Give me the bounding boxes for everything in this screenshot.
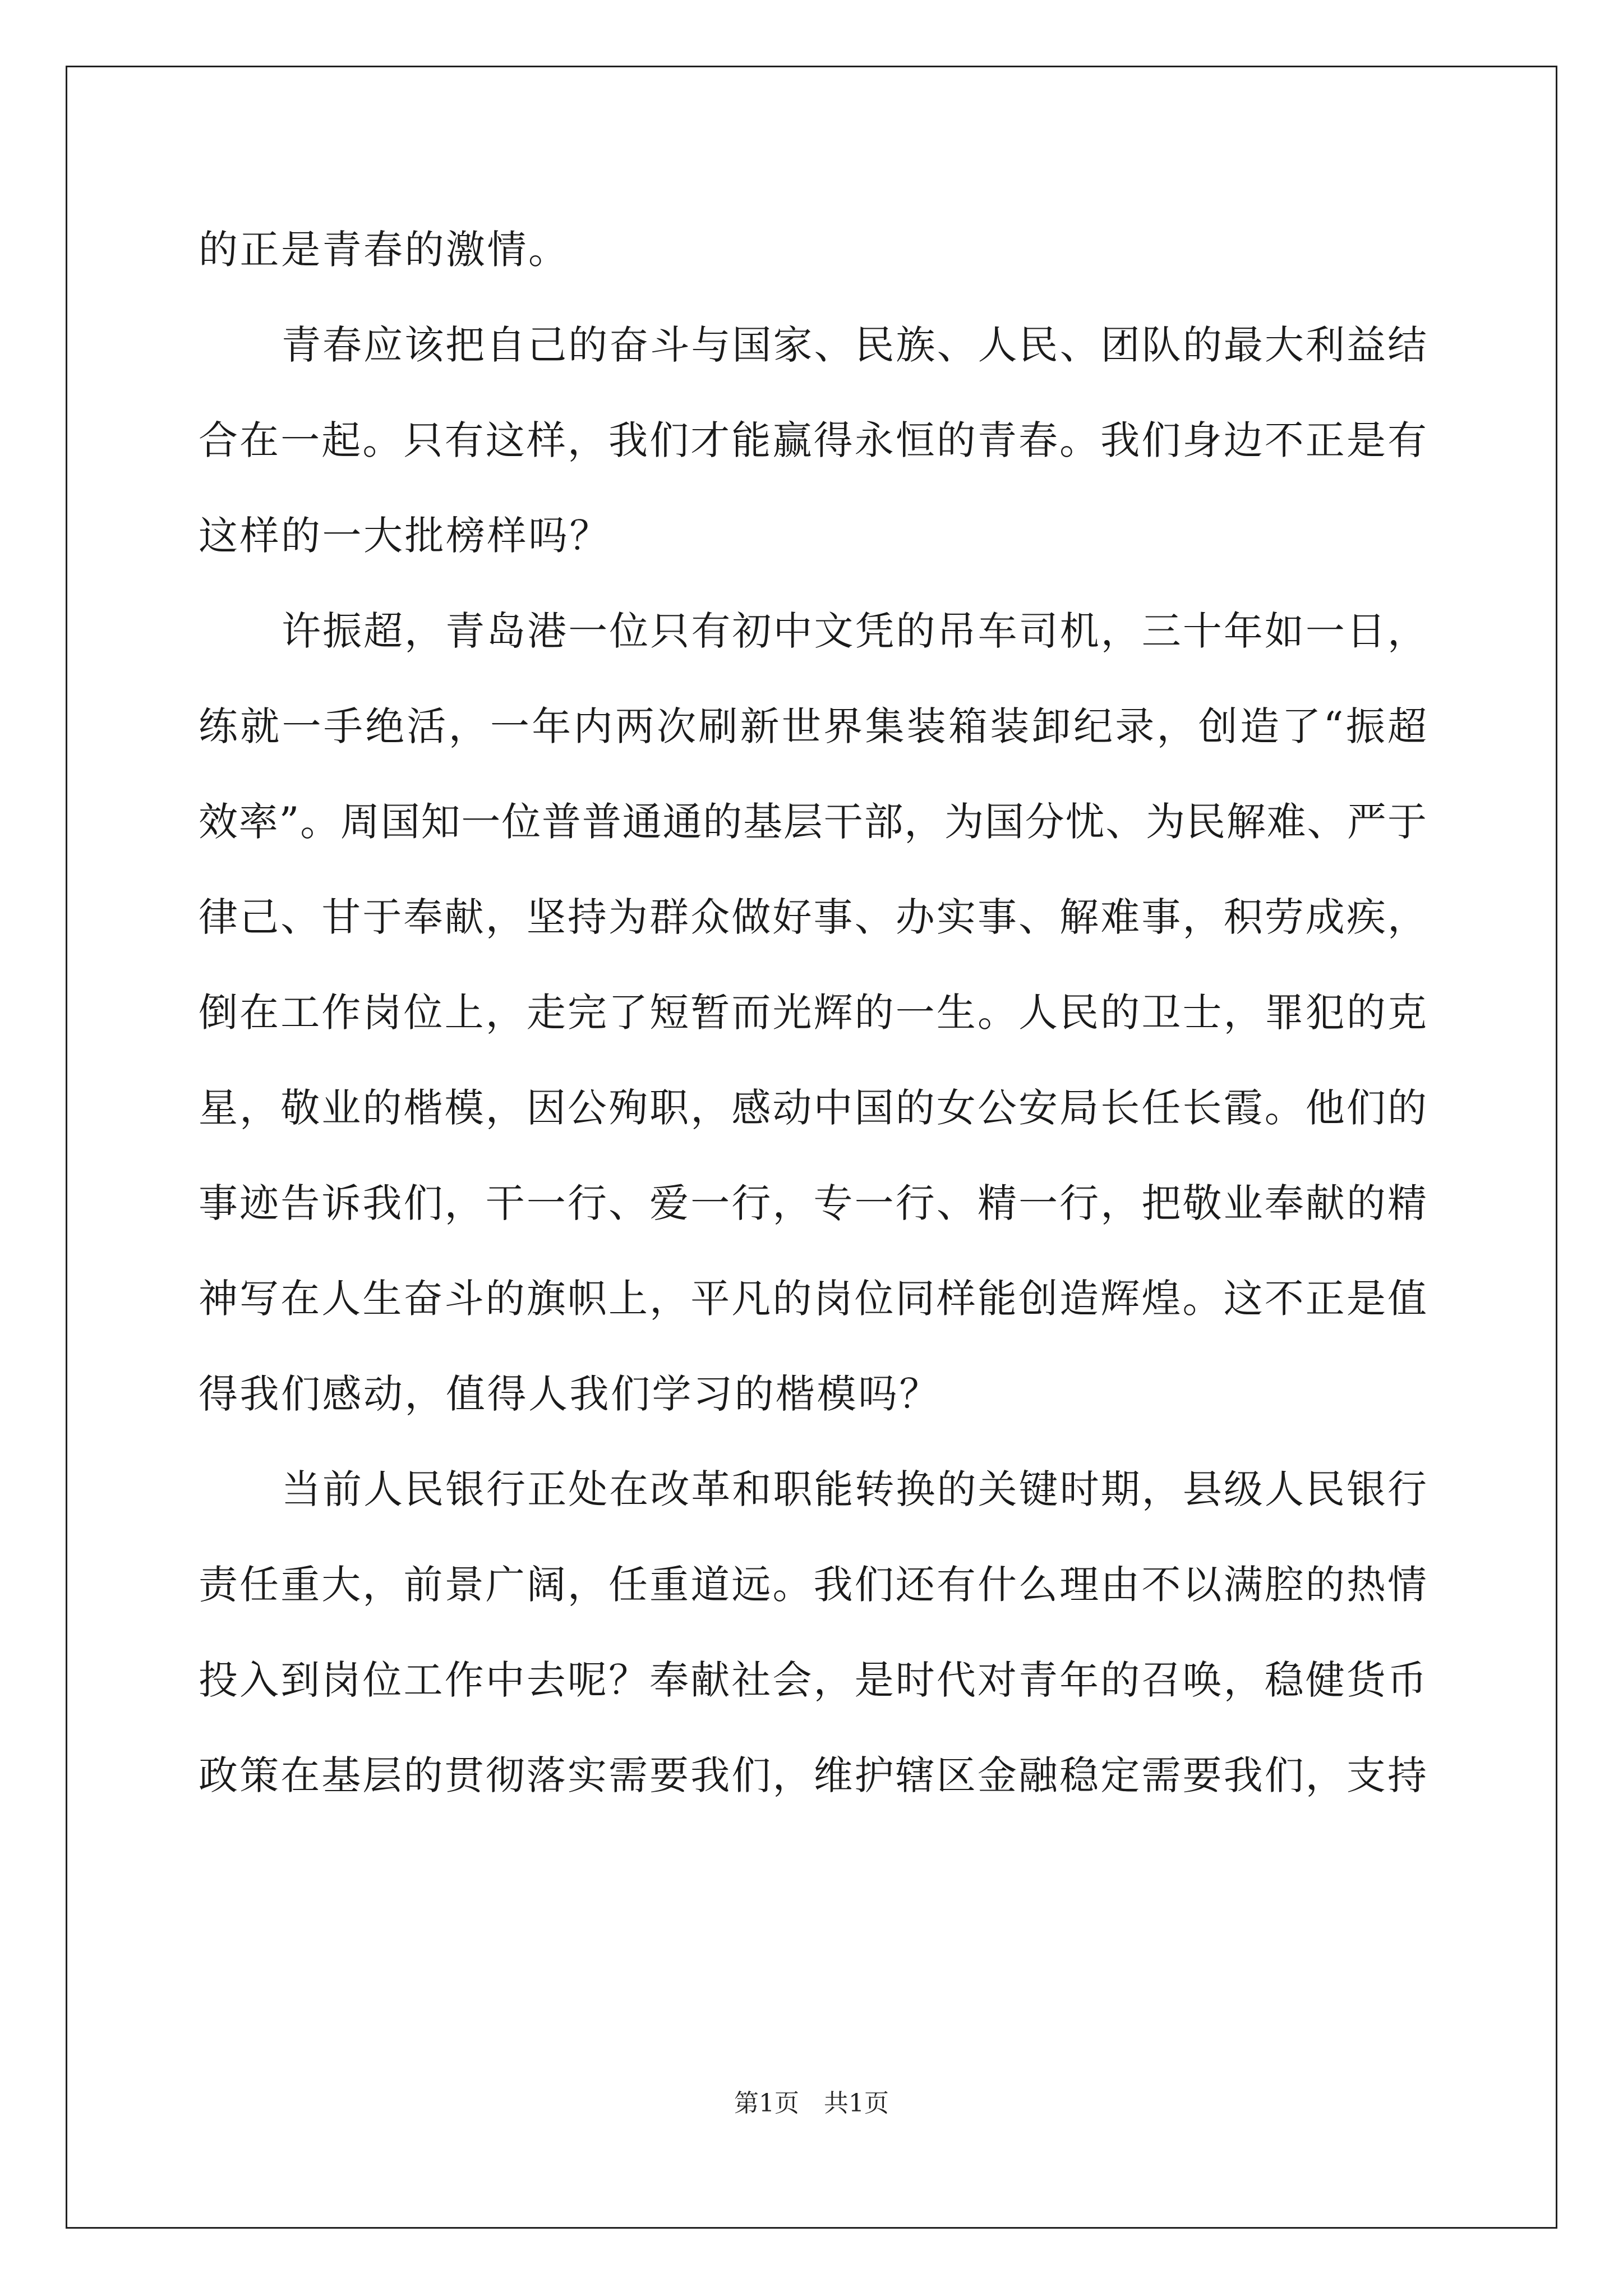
text-line: 效率”。周国知一位普普通通的基层干部，为国分忧、为民解难、严于 (199, 799, 1427, 845)
text-line: 许振超，青岛港一位只有初中文凭的吊车司机，三十年如一日， (282, 608, 1427, 654)
text-line: 星，敬业的楷模，因公殉职，感动中国的女公安局长任长霞。他们的 (199, 1085, 1427, 1131)
text-line: 倒在工作岗位上，走完了短暂而光辉的一生。人民的卫士，罪犯的克 (199, 990, 1427, 1036)
text-line: 当前人民银行正处在改革和职能转换的关键时期，县级人民银行 (282, 1466, 1427, 1512)
text-line: 政策在基层的贯彻落实需要我们，维护辖区金融稳定需要我们，支持 (199, 1752, 1427, 1798)
text-line: 律己、甘于奉献，坚持为群众做好事、办实事、解难事，积劳成疾， (199, 894, 1427, 940)
text-line: 得我们感动，值得人我们学习的楷模吗？ (199, 1371, 940, 1417)
text-line: 的正是青春的激情。 (199, 227, 570, 273)
text-line: 投入到岗位工作中去呢？奉献社会，是时代对青年的召唤，稳健货币 (199, 1657, 1427, 1703)
text-line: 青春应该把自己的奋斗与国家、民族、人民、团队的最大利益结 (282, 322, 1427, 368)
text-line: 责任重大，前景广阔，任重道远。我们还有什么理由不以满腔的热情 (199, 1562, 1427, 1608)
text-line: 练就一手绝活，一年内两次刷新世界集装箱装卸纪录，创造了“振超 (199, 703, 1427, 749)
page-number-footer: 第1页 共1页 (734, 2089, 889, 2118)
text-line: 合在一起。只有这样，我们才能赢得永恒的青春。我们身边不正是有 (199, 417, 1427, 463)
text-line: 这样的一大批榜样吗？ (199, 513, 611, 559)
text-line: 神写在人生奋斗的旗帜上，平凡的岗位同样能创造辉煌。这不正是值 (199, 1276, 1427, 1322)
text-line: 事迹告诉我们，干一行、爱一行，专一行、精一行，把敬业奉献的精 (199, 1180, 1427, 1226)
document-body (199, 202, 1427, 1823)
